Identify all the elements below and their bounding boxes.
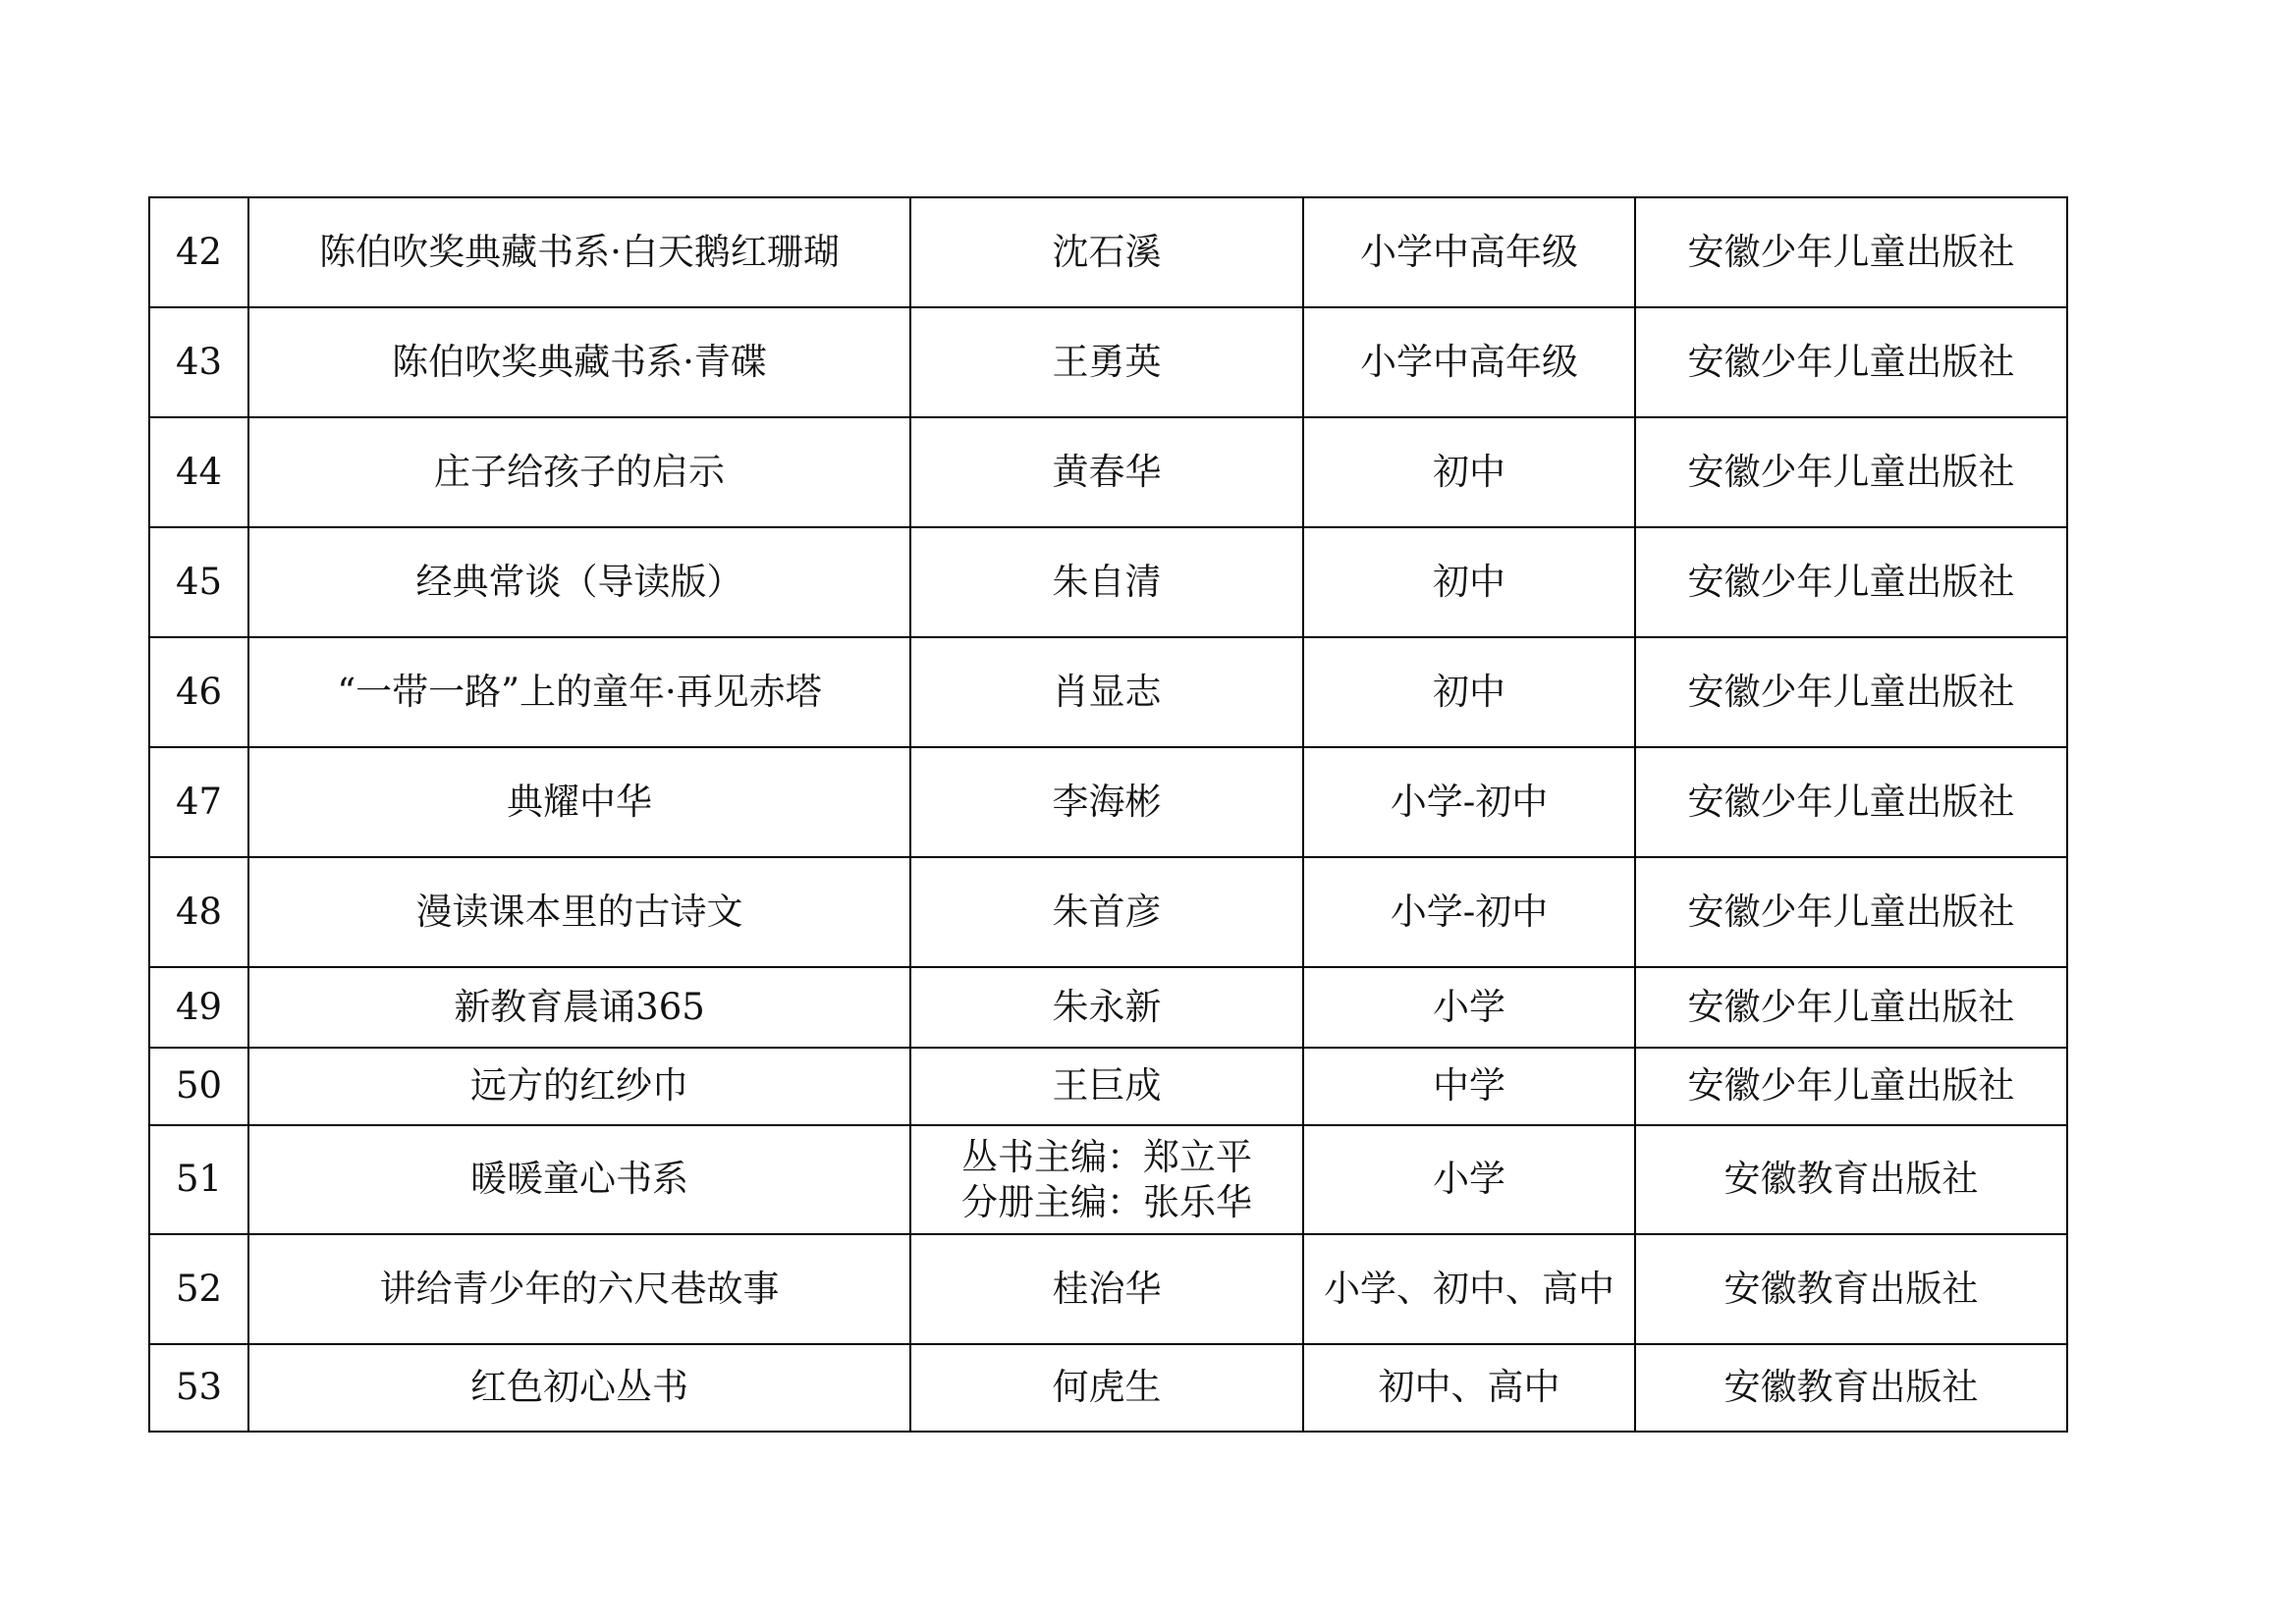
table-row (149, 197, 2067, 307)
book-title: 漫读课本里的古诗文 (248, 857, 910, 967)
publisher: 安徽少年儿童出版社 (1635, 637, 2067, 747)
reader-level: 初中、高中 (1303, 1344, 1635, 1432)
reader-level: 小学-初中 (1303, 857, 1635, 967)
book-title: 远方的红纱巾 (248, 1048, 910, 1125)
reader-level: 小学中高年级 (1303, 307, 1635, 417)
series-editor-line: 丛书主编：郑立平 (961, 1136, 1252, 1179)
row-number: 52 (149, 1234, 248, 1344)
book-author: 肖显志 (910, 637, 1303, 747)
volume-editor-line: 分册主编：张乐华 (961, 1180, 1252, 1223)
book-author: 朱首彦 (910, 857, 1303, 967)
book-author: 桂治华 (910, 1234, 1303, 1344)
row-number: 53 (149, 1344, 248, 1432)
row-number: 43 (149, 307, 248, 417)
reader-level: 小学中高年级 (1303, 197, 1635, 307)
row-number: 46 (149, 637, 248, 747)
reader-level: 小学 (1303, 967, 1635, 1048)
table-row (149, 1125, 2067, 1234)
publisher: 安徽少年儿童出版社 (1635, 967, 2067, 1048)
row-number: 49 (149, 967, 248, 1048)
row-number: 44 (149, 417, 248, 527)
table-row (149, 637, 2067, 747)
book-title: 暖暖童心书系 (248, 1125, 910, 1234)
reader-level: 初中 (1303, 527, 1635, 637)
reader-level: 小学-初中 (1303, 747, 1635, 857)
publisher: 安徽少年儿童出版社 (1635, 307, 2067, 417)
publisher: 安徽教育出版社 (1635, 1125, 2067, 1234)
book-title: 红色初心丛书 (248, 1344, 910, 1432)
table-row (149, 967, 2067, 1048)
book-title: 讲给青少年的六尺巷故事 (248, 1234, 910, 1344)
book-title: 典耀中华 (248, 747, 910, 857)
publisher: 安徽少年儿童出版社 (1635, 857, 2067, 967)
book-author (910, 1125, 1303, 1234)
row-number: 42 (149, 197, 248, 307)
book-title: “一带一路”上的童年·再见赤塔 (248, 637, 910, 747)
table-row (149, 417, 2067, 527)
table-row (149, 527, 2067, 637)
publisher: 安徽教育出版社 (1635, 1344, 2067, 1432)
book-author: 朱自清 (910, 527, 1303, 637)
book-author: 何虎生 (910, 1344, 1303, 1432)
reader-level: 初中 (1303, 637, 1635, 747)
row-number: 50 (149, 1048, 248, 1125)
table-row (149, 857, 2067, 967)
book-author: 黄春华 (910, 417, 1303, 527)
publisher: 安徽少年儿童出版社 (1635, 747, 2067, 857)
publisher: 安徽教育出版社 (1635, 1234, 2067, 1344)
book-title: 经典常谈（导读版） (248, 527, 910, 637)
book-title: 陈伯吹奖典藏书系·青碟 (248, 307, 910, 417)
book-author: 王巨成 (910, 1048, 1303, 1125)
table-row (149, 747, 2067, 857)
publisher: 安徽少年儿童出版社 (1635, 1048, 2067, 1125)
row-number: 48 (149, 857, 248, 967)
row-number: 45 (149, 527, 248, 637)
book-title: 庄子给孩子的启示 (248, 417, 910, 527)
book-author: 李海彬 (910, 747, 1303, 857)
publisher: 安徽少年儿童出版社 (1635, 527, 2067, 637)
book-list-body (149, 197, 2067, 1432)
table-row (149, 1234, 2067, 1344)
publisher: 安徽少年儿童出版社 (1635, 417, 2067, 527)
book-author: 沈石溪 (910, 197, 1303, 307)
book-list-table (148, 196, 2068, 1433)
book-author: 王勇英 (910, 307, 1303, 417)
row-number: 51 (149, 1125, 248, 1234)
reader-level: 初中 (1303, 417, 1635, 527)
table-row (149, 1048, 2067, 1125)
book-author: 朱永新 (910, 967, 1303, 1048)
reader-level: 中学 (1303, 1048, 1635, 1125)
book-title: 陈伯吹奖典藏书系·白天鹅红珊瑚 (248, 197, 910, 307)
reader-level: 小学 (1303, 1125, 1635, 1234)
book-title: 新教育晨诵365 (248, 967, 910, 1048)
reader-level: 小学、初中、高中 (1303, 1234, 1635, 1344)
publisher: 安徽少年儿童出版社 (1635, 197, 2067, 307)
table-row (149, 307, 2067, 417)
table-row (149, 1344, 2067, 1432)
row-number: 47 (149, 747, 248, 857)
